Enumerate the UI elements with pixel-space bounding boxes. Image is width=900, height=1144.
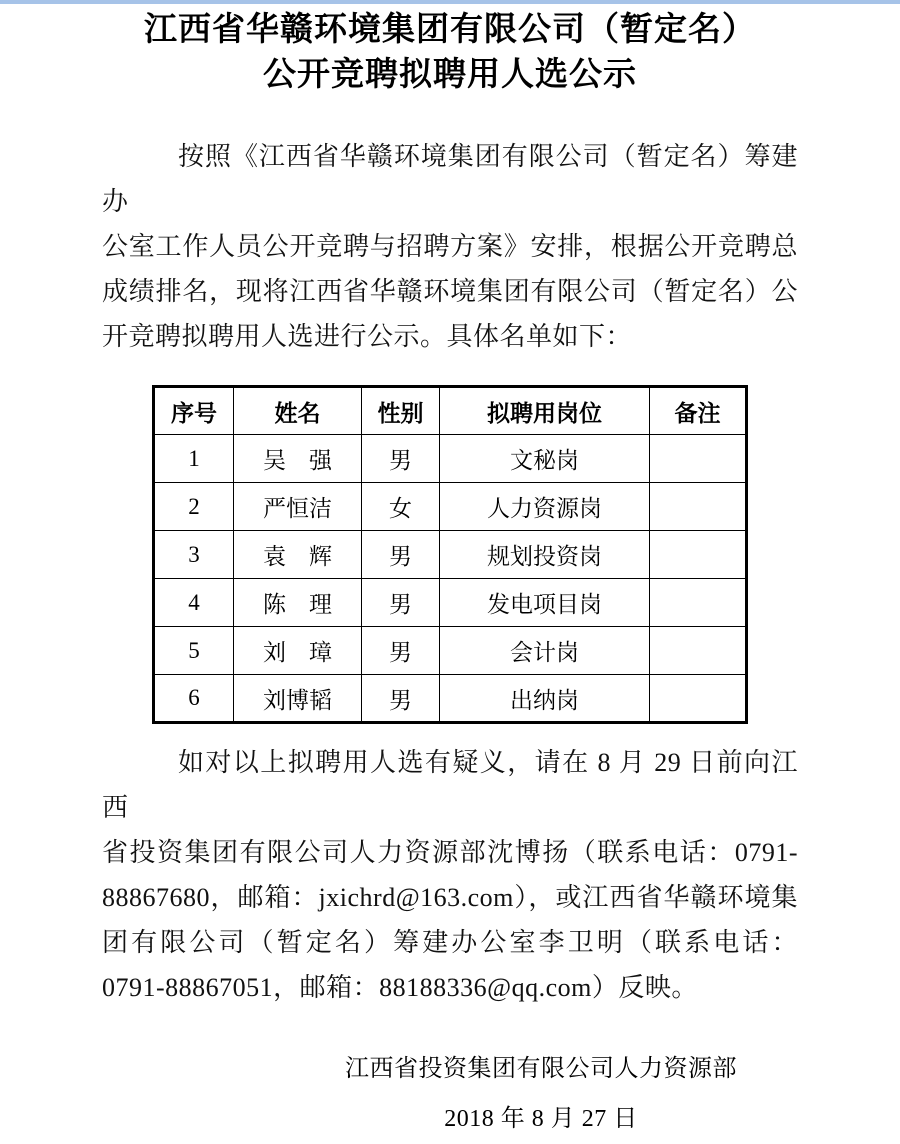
cell-position: 规划投资岗 — [440, 531, 650, 579]
cell-no: 1 — [154, 435, 234, 483]
signature-date: 2018 年 8 月 27 日 — [444, 1106, 638, 1132]
cell-note — [650, 675, 747, 723]
cell-position: 出纳岗 — [440, 675, 650, 723]
col-header-position: 拟聘用岗位 — [440, 387, 650, 435]
document-body — [102, 134, 798, 359]
table-row — [154, 675, 747, 723]
cell-position: 发电项目岗 — [440, 579, 650, 627]
document-title — [0, 0, 900, 98]
intro-line: 开竞聘拟聘用人选进行公示。具体名单如下： — [102, 322, 633, 351]
intro-line: 公室工作人员公开竞聘与招聘方案》安排，根据公开竞聘总 — [102, 232, 798, 261]
col-header-name: 姓名 — [234, 387, 362, 435]
cell-gender: 男 — [362, 675, 440, 723]
table-header-row — [154, 387, 747, 435]
cell-gender: 男 — [362, 531, 440, 579]
cell-note — [650, 531, 747, 579]
cell-name: 严恒洁 — [234, 483, 362, 531]
cell-position: 文秘岗 — [440, 435, 650, 483]
contact-line: 0791-88867051，邮箱：88188336@qq.com）反映。 — [102, 973, 698, 1002]
cell-position: 人力资源岗 — [440, 483, 650, 531]
cell-no: 5 — [154, 627, 234, 675]
candidates-table-wrap — [152, 385, 900, 724]
title-line-1: 江西省华赣环境集团有限公司（暂定名） — [144, 12, 756, 48]
intro-line: 成绩排名，现将江西省华赣环境集团有限公司（暂定名）公 — [102, 277, 798, 306]
cell-note — [650, 483, 747, 531]
table-row — [154, 579, 747, 627]
cell-no: 3 — [154, 531, 234, 579]
contact-line: 团有限公司（暂定名）筹建办公室李卫明（联系电话： — [102, 928, 798, 957]
cell-no: 4 — [154, 579, 234, 627]
cell-no: 6 — [154, 675, 234, 723]
cell-gender: 男 — [362, 627, 440, 675]
cell-gender: 男 — [362, 435, 440, 483]
contact-line: 88867680，邮箱：jxichrd@163.com），或江西省华赣环境集 — [102, 883, 798, 912]
table-row — [154, 435, 747, 483]
contact-line: 如对以上拟聘用人选有疑义，请在 8 月 29 日前向江西 — [102, 748, 798, 822]
cell-gender: 男 — [362, 579, 440, 627]
top-border-line — [0, 0, 900, 4]
cell-note — [650, 579, 747, 627]
col-header-note: 备注 — [650, 387, 747, 435]
document-body-lower — [102, 740, 798, 1010]
table-row — [154, 531, 747, 579]
contact-paragraph — [102, 740, 798, 1010]
cell-name: 刘 璋 — [234, 627, 362, 675]
title-line-2: 公开竞聘拟聘用人选公示 — [263, 57, 637, 93]
col-header-no: 序号 — [154, 387, 234, 435]
cell-no: 2 — [154, 483, 234, 531]
candidates-table — [152, 385, 748, 724]
table-row — [154, 627, 747, 675]
signature-org: 江西省投资集团有限公司人力资源部 — [345, 1056, 737, 1082]
col-header-gender: 性别 — [362, 387, 440, 435]
intro-paragraph — [102, 134, 798, 359]
cell-name: 刘博韬 — [234, 675, 362, 723]
cell-gender: 女 — [362, 483, 440, 531]
cell-name: 陈 理 — [234, 579, 362, 627]
cell-position: 会计岗 — [440, 627, 650, 675]
cell-name: 袁 辉 — [234, 531, 362, 579]
cell-note — [650, 435, 747, 483]
intro-line: 按照《江西省华赣环境集团有限公司（暂定名）筹建办 — [102, 142, 798, 216]
contact-line: 省投资集团有限公司人力资源部沈博扬（联系电话：0791- — [102, 838, 798, 867]
cell-name: 吴 强 — [234, 435, 362, 483]
signature-block — [345, 1044, 737, 1144]
cell-note — [650, 627, 747, 675]
table-row — [154, 483, 747, 531]
